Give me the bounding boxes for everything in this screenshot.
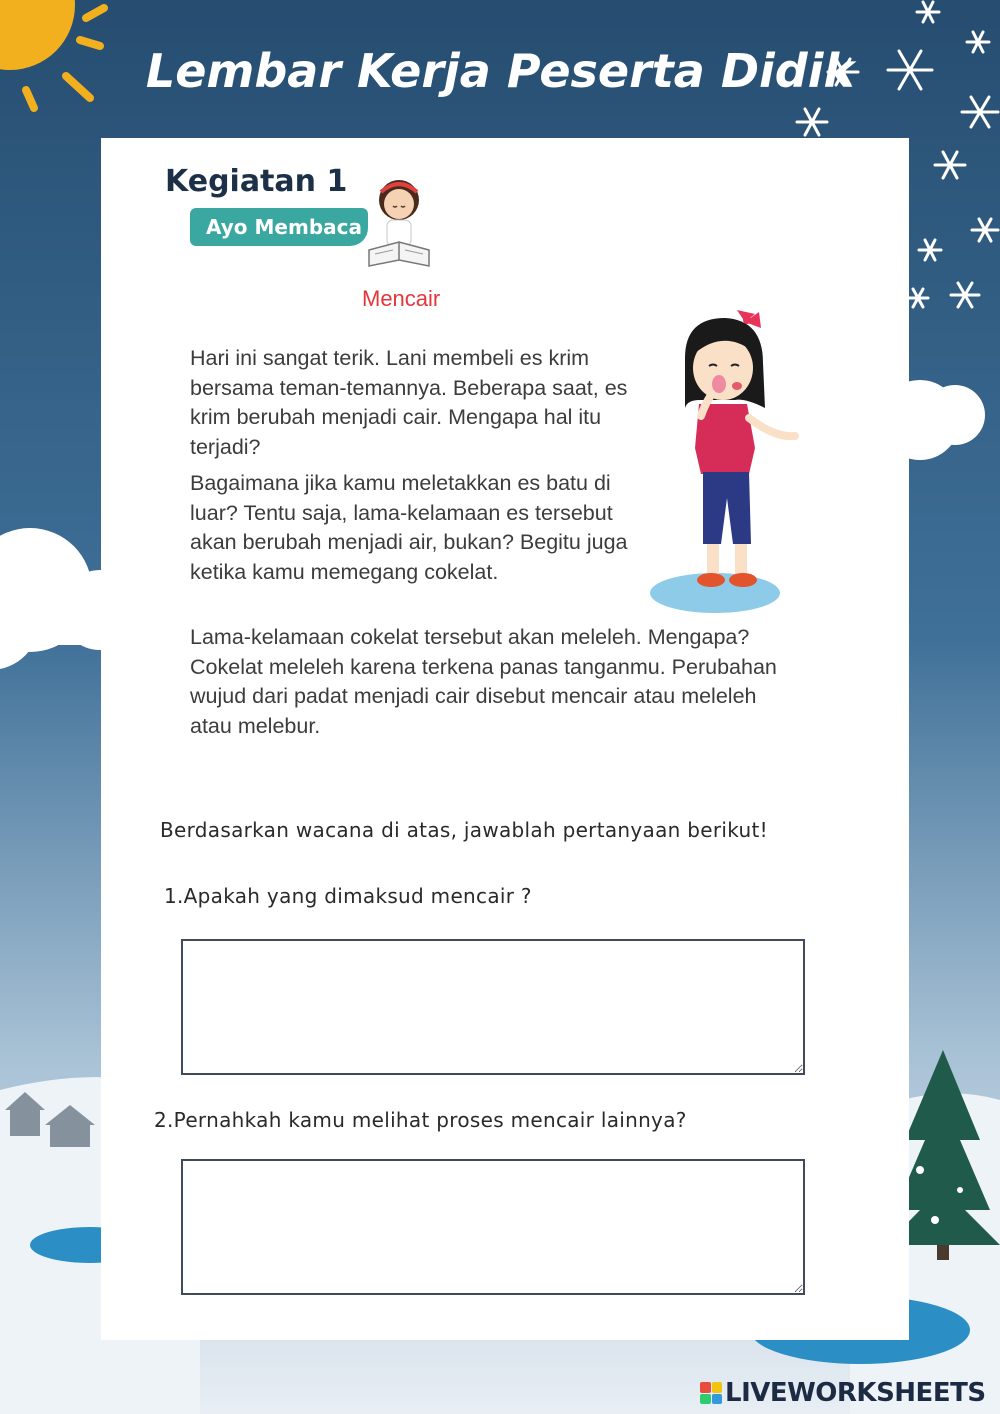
brand-footer	[700, 1378, 986, 1408]
story-paragraph: Bagaimana jika kamu meletakkan es batu di luar? Tentu saja, lama-kelamaan es tersebut akan berubah menjadi air, bukan? Begitu juga ketika kamu memegang cokelat.	[190, 471, 628, 584]
brand-name: LIVEWORKSHEETS	[725, 1378, 986, 1408]
liveworksheets-logo-icon	[700, 1382, 722, 1404]
girl-ice-cream-illustration	[645, 308, 815, 618]
story-paragraph: Lama-kelamaan cokelat tersebut akan meleleh. Mengapa? Cokelat meleleh karena terkena panas tanganmu. Perubahan wujud dari padat menjadi cair disebut mencair atau meleleh atau melebur.	[190, 625, 777, 738]
question-1: 1.Apakah yang dimaksud mencair ?	[164, 884, 532, 908]
activity-label: Kegiatan 1	[165, 164, 348, 199]
story-paragraph: Hari ini sangat terik. Lani membeli es krim bersama teman-temannya. Beberapa saat, es krim berubah menjadi cair. Mengapa hal itu terjadi?	[190, 346, 628, 459]
answer-box-2[interactable]	[181, 1159, 805, 1295]
story-title: Mencair	[362, 286, 441, 311]
answer-box-1[interactable]	[181, 939, 805, 1075]
worksheet-card	[101, 138, 909, 1340]
page-title: Lembar Kerja Peserta Didik	[145, 44, 855, 98]
activity-badge: Ayo Membaca	[190, 208, 368, 246]
worksheet-instruction: Berdasarkan wacana di atas, jawablah pertanyaan berikut!	[160, 818, 768, 842]
question-2: 2.Pernahkah kamu melihat proses mencair lainnya?	[154, 1108, 687, 1132]
reading-girl-icon	[363, 172, 435, 272]
